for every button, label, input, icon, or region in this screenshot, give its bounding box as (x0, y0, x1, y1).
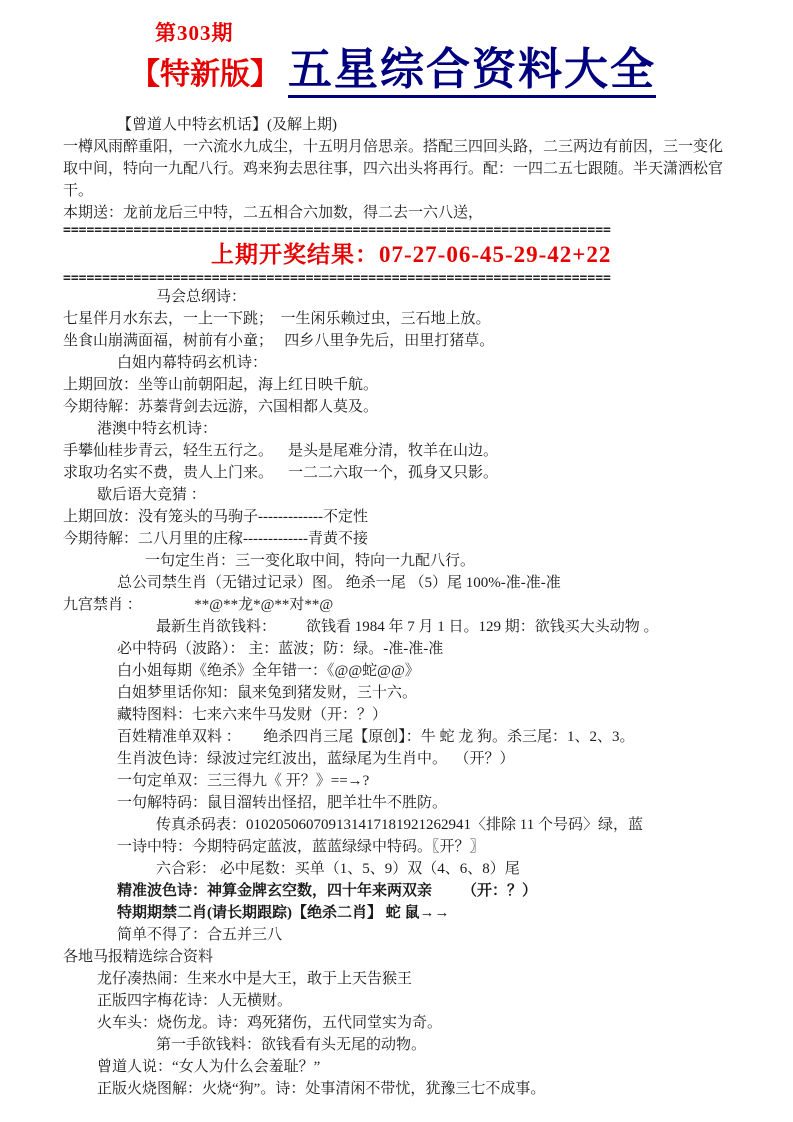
text-line: 藏特图料：七来六来牛马发财（开：？） (117, 707, 388, 723)
text-line: 必中特码（波路）： 主：蓝波；防：绿。-准-准-准 (117, 641, 444, 657)
text-line: 龙仔凑热闹：生来水中是大王，敢于上天告猴王 (97, 971, 413, 987)
text-line: 本期送：龙前龙后三中特，二五相合六加数，得二去一六八送， (63, 205, 484, 221)
text-line: 【曾道人中特玄机话】(及解上期) (117, 117, 337, 133)
text-line: 一句定单双：三三得九《 开？》==→? (117, 773, 370, 789)
text-line: 生肖波色诗：绿波过完红波出，蓝绿尾为生肖中。 （开？） (117, 751, 515, 767)
text-line: 传真杀码表：010205060709131417181921262941〈排除 11 个号码〉绿，蓝 (156, 817, 643, 833)
title-row (130, 46, 793, 104)
text-line: 七星伴月水东去，一上一下跳； 一生闲乐赖过虫，三石地上放。 (63, 311, 491, 327)
text-line: 百姓精准单双料 ： 绝杀四肖三尾【原创】：牛 蛇 龙 狗。杀三尾：1、2、3。 (117, 729, 635, 745)
text-line: 手攀仙桂步青云，轻生五行之。 是头是尾难分清，牧羊在山边。 (63, 443, 499, 459)
text-line: 今期待解：苏蓁背剑去远游，六国相都人莫及。 (63, 399, 379, 415)
text-line: 一句解特码：鼠目溜转出怪招，肥羊壮牛不胜防。 (117, 795, 448, 811)
separator-line: ====================================================================== (63, 272, 611, 286)
text-line: 坐食山崩满面福，树前有小童； 四乡八里争先后，田里打猪草。 (63, 333, 495, 349)
text-line: 曾道人说：“女人为什么会羞耻？” (97, 1059, 321, 1075)
text-line: 一诗中特：今期特码定蓝波，蓝蓝绿绿中特码。〖开？〗 (117, 839, 485, 855)
text-line: 六合彩： 必中尾数：买单（1、5、9）双（4、6、8）尾 (156, 861, 520, 877)
text-line: 港澳中特玄机诗： (97, 421, 218, 437)
edition-label: 【特新版】 (130, 58, 280, 91)
draw-result-line: 上期开奖结果：07-27-06-45-29-42+22 (211, 242, 612, 267)
text-line: 马会总纲诗： (156, 289, 247, 305)
separator-line: ====================================================================== (63, 224, 611, 238)
text-line: 正版四字梅花诗：人无横财。 (97, 993, 293, 1009)
text-line: 火车头：烧伤龙。诗：鸡死猪伤，五代同堂实为奇。 (97, 1015, 443, 1031)
text-line: 第一手欲钱料：欲钱看有头无尾的动物。 (156, 1037, 427, 1053)
text-line: 简单不得了：合五并三八 (117, 927, 283, 943)
text-line: 取中间，特向一九配八行。鸡来狗去思往事，四六出头将再行。配：一四二五七跟随。半天潇洒松官 (63, 161, 724, 177)
text-line: 精准波色诗：神算金牌玄空数，四十年来两双亲 （开：？） (117, 883, 538, 899)
page-title: 五星综合资料大全 (288, 45, 656, 98)
text-line: 一句定生肖：三一变化取中间，特向一九配八行。 (145, 553, 476, 569)
text-line: 求取功名实不费，贵人上门来。 一二二六取一个，孤身又只影。 (63, 465, 499, 481)
text-line: 上期回放：坐等山前朝阳起，海上红日映千航。 (63, 377, 379, 393)
text-line: 干。 (63, 183, 94, 199)
text-line: 上期回放：没有笼头的马驹子-------------不定性 (63, 509, 368, 525)
text-line: 总公司禁生肖（无错过记录）图。 绝杀一尾 （5）尾 100%-准-准-准 (117, 575, 561, 591)
text-line: 歇后语大竞猜 ： (97, 487, 206, 503)
text-line: 各地马报精选综合资料 (63, 949, 214, 965)
text-line: 九宫禁肖 ： **@**龙*@**对**@ (63, 597, 334, 613)
text-line: 白姐内幕特码玄机诗： (117, 355, 268, 371)
text-line: 正版火烧图解：火烧“狗”。诗：处事清闲不带忧，犹豫三七不成事。 (97, 1081, 546, 1097)
text-line: 白姐梦里话你知：鼠来兔到猪发财，三十六。 (117, 685, 418, 701)
text-line: 今期待解：二八月里的庄稼-------------青黄不接 (63, 531, 368, 547)
text-line: 一樽风雨醉重阳，一六流水九成尘，十五明月倍思亲。搭配三四回头路，二三两边有前因，三一变化 (63, 139, 724, 155)
text-line: 白小姐每期《绝杀》全年错一：《@@蛇@@》 (117, 663, 420, 679)
issue-number: 第303期 (155, 21, 234, 45)
text-line: 最新生肖欲钱料： 欲钱看 1984 年 7 月 1 日。129 期：欲钱买大头动物 。 (156, 619, 659, 635)
content-lines (63, 114, 793, 1100)
text-line: 特期期禁二肖(请长期跟踪)【绝杀二肖】 蛇 鼠→→ (117, 905, 450, 921)
